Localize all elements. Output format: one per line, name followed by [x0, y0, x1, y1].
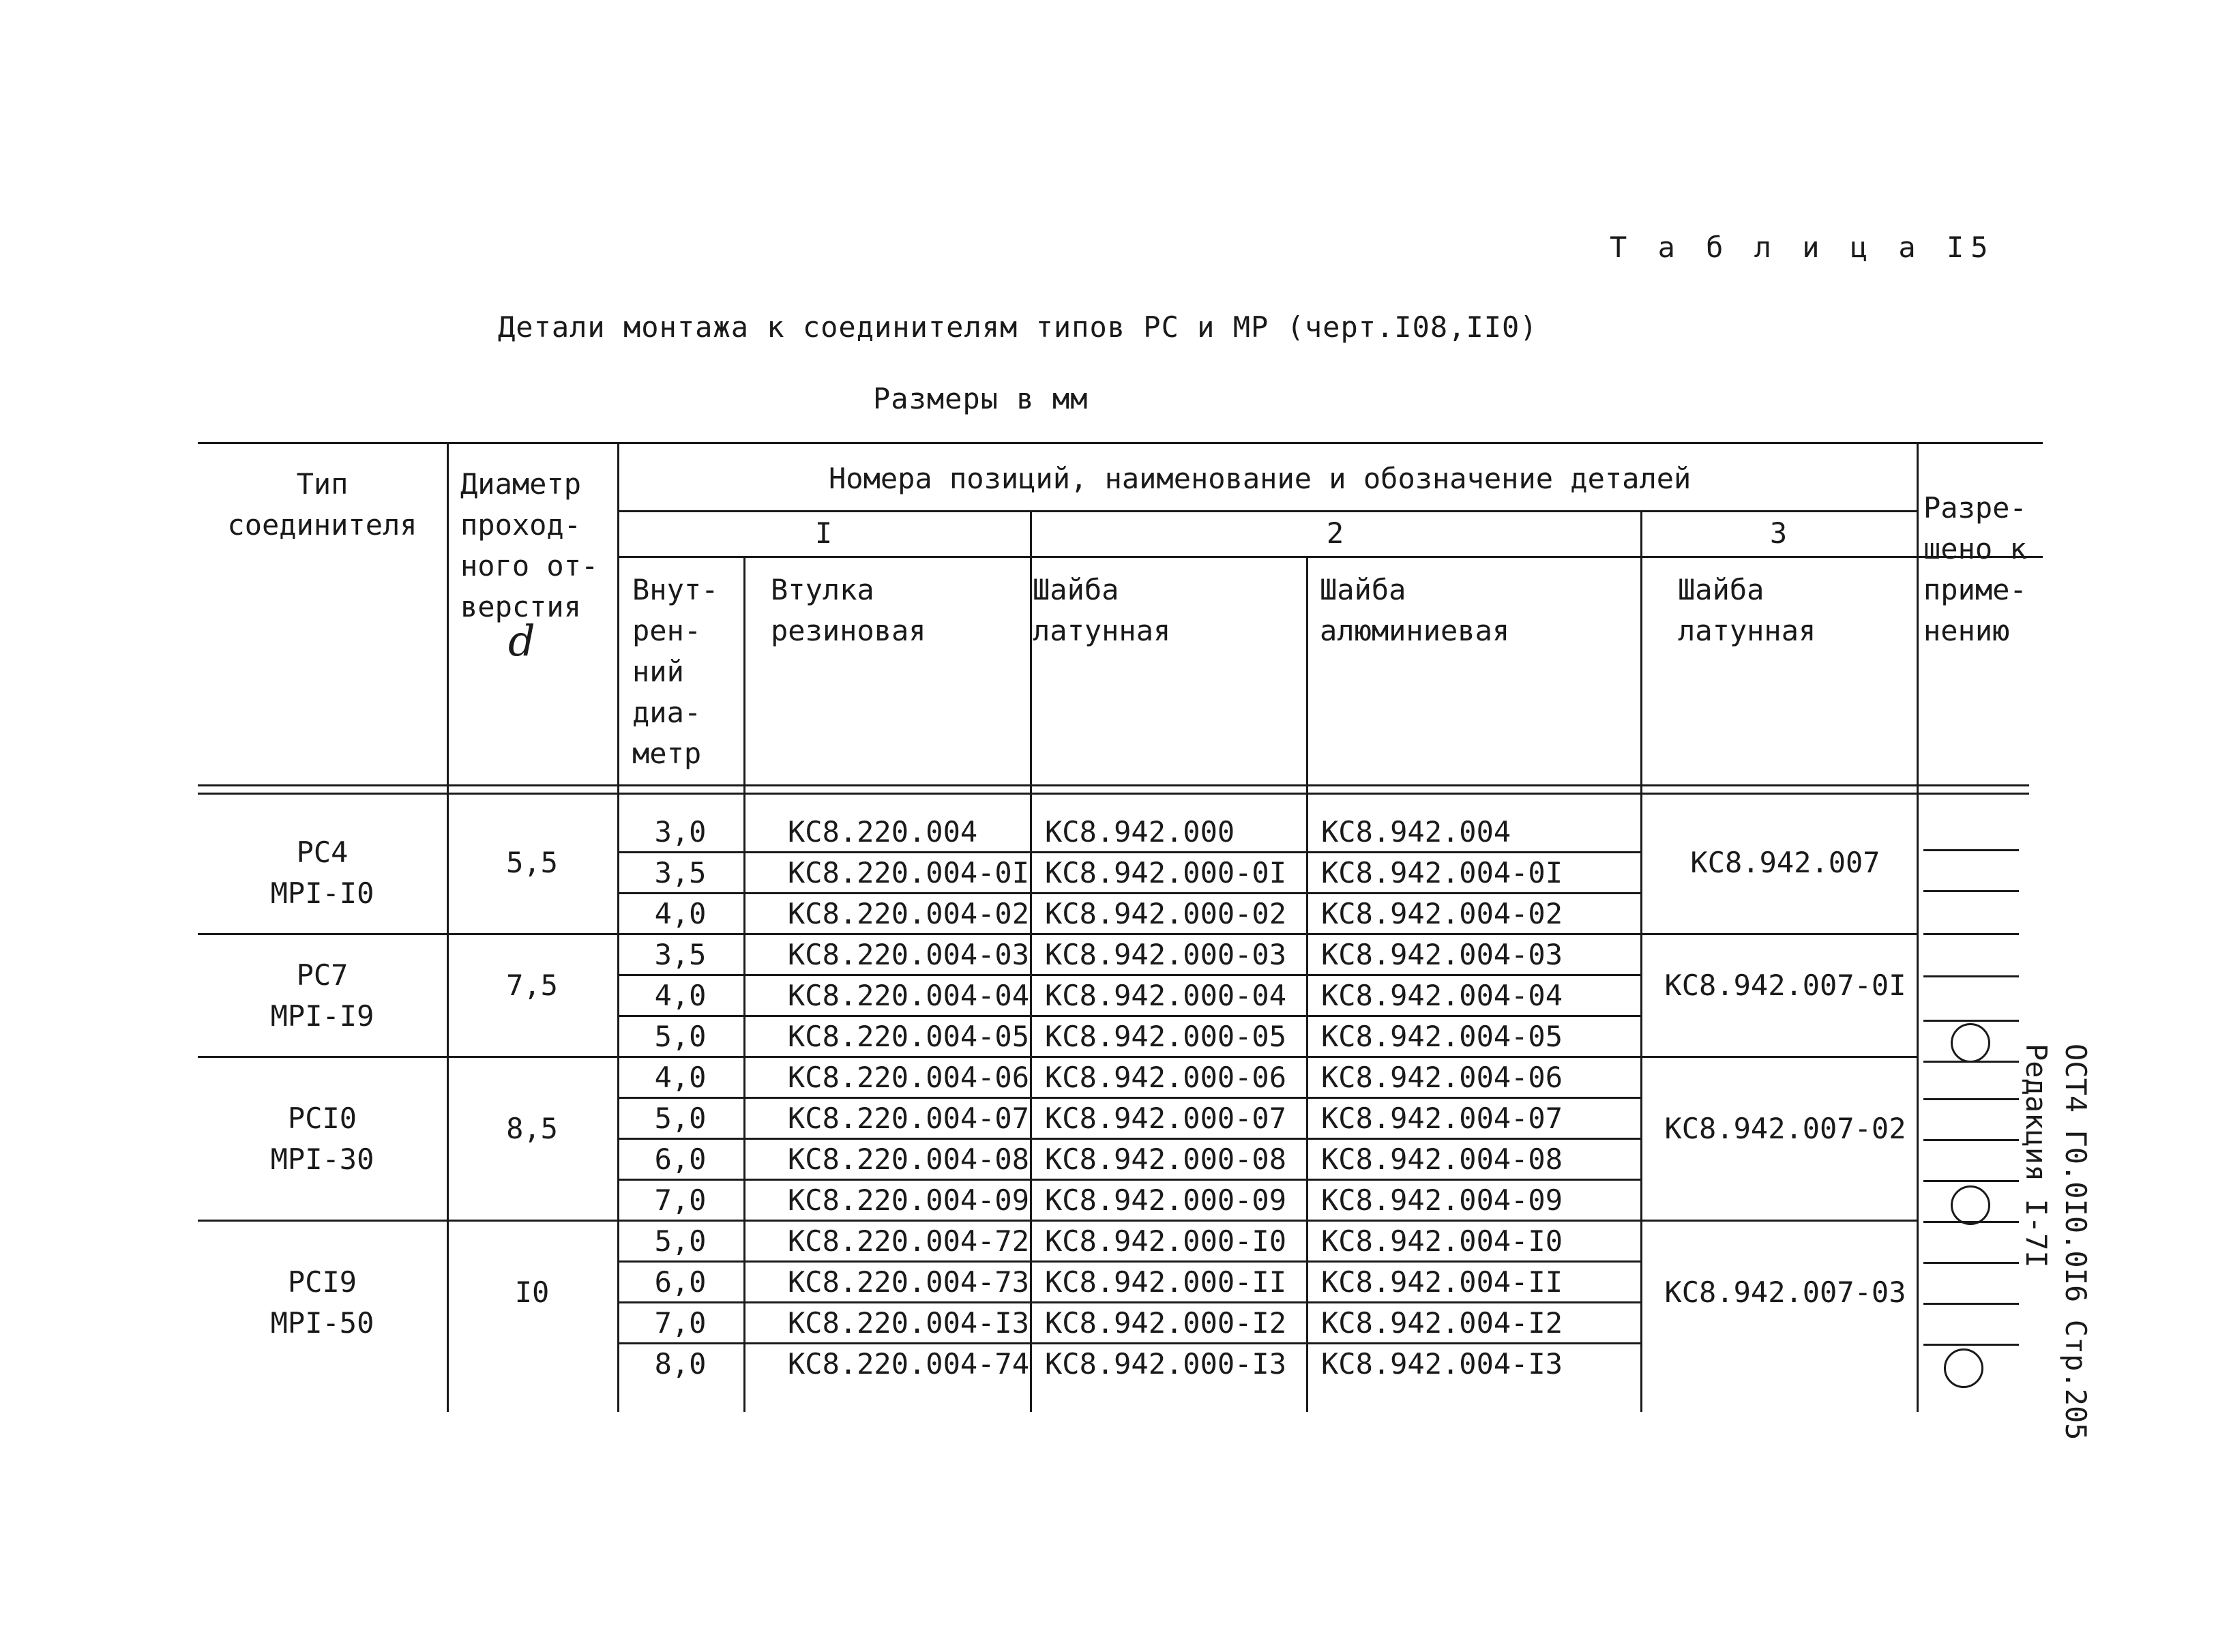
inner-diameter-value: 7,0 [654, 1183, 707, 1217]
washer-brass-3-code: КС8.942.007 [1690, 846, 1880, 879]
allowed-rule [1923, 975, 2019, 977]
diameter-symbol: d [508, 616, 535, 666]
washer-aluminium-code: КС8.942.004-04 [1321, 979, 1563, 1012]
sleeve-code: КС8.220.004-09 [788, 1183, 1030, 1217]
header-inner-diameter: диа- [632, 696, 702, 729]
washer-brass-code: КС8.942.000-05 [1045, 1020, 1287, 1053]
header-washer-brass-3: латунная [1678, 614, 1816, 647]
header-bottom-rule [198, 793, 1917, 795]
position-number-rule [617, 556, 1917, 558]
inner-diameter-value: 4,0 [654, 979, 707, 1012]
washer-aluminium-code: КС8.942.004-03 [1321, 938, 1563, 971]
allowed-rule [1923, 849, 2019, 851]
washer-aluminium-code: КС8.942.004-02 [1321, 897, 1563, 930]
allowed-rule [1923, 933, 2019, 935]
washer-aluminium-code: КС8.942.004-05 [1321, 1020, 1563, 1053]
washer-brass-code: КС8.942.000-02 [1045, 897, 1287, 930]
inner-diameter-value: 3,5 [654, 938, 707, 971]
washer-brass-code: КС8.942.000-I3 [1045, 1347, 1287, 1381]
allowed-rule [1923, 1303, 2019, 1305]
sleeve-code: КС8.220.004-05 [788, 1020, 1030, 1053]
inner-diameter-value: 5,0 [654, 1102, 707, 1135]
sleeve-code: КС8.220.004-74 [788, 1347, 1030, 1381]
group-title-rule [617, 510, 1917, 512]
washer-brass-code: КС8.942.000-I0 [1045, 1224, 1287, 1258]
connector-type: РСI0 [287, 1102, 357, 1135]
column-rule [1030, 510, 1032, 1412]
header-washer-brass-3: Шайба [1678, 573, 1764, 606]
washer-brass-code: КС8.942.000 [1045, 815, 1235, 849]
washer-aluminium-code: КС8.942.004-II [1321, 1265, 1563, 1299]
sleeve-code: КС8.220.004-08 [788, 1142, 1030, 1176]
washer-aluminium-code: КС8.942.004-07 [1321, 1102, 1563, 1135]
allowed-rule [1923, 1180, 2019, 1182]
allowed-mark-icon [1951, 1023, 1990, 1063]
table-label: Т а б л и ц а I5 [1610, 231, 1995, 264]
inner-diameter-value: 5,0 [654, 1020, 707, 1053]
header-diameter: проход- [460, 508, 582, 542]
bore-diameter: 5,5 [506, 846, 558, 879]
column-rule [617, 442, 619, 1412]
allowed-mark-icon [1951, 1185, 1990, 1225]
washer-brass-3-code: КС8.942.007-0I [1664, 969, 1906, 1002]
inner-diameter-value: 7,0 [654, 1306, 707, 1340]
header-diameter: Диаметр [460, 467, 582, 501]
washer-brass-3-code: КС8.942.007-02 [1664, 1112, 1906, 1145]
column-rule [743, 556, 745, 1412]
washer-aluminium-code: КС8.942.004-09 [1321, 1183, 1563, 1217]
sleeve-code: КС8.220.004 [788, 815, 978, 849]
page-title: Детали монтажа к соединителям типов РС и МР (черт.I08,II0) [498, 310, 1538, 344]
inner-diameter-value: 8,0 [654, 1347, 707, 1381]
header-allowed: Разре- [1923, 491, 2027, 525]
header-allowed: приме- [1923, 573, 2027, 606]
header-allowed: шено к [1923, 532, 2027, 565]
sleeve-code: КС8.220.004-I3 [788, 1306, 1030, 1340]
sleeve-code: КС8.220.004-04 [788, 979, 1030, 1012]
header-position-2: 2 [1326, 516, 1344, 550]
allowed-mark-icon [1944, 1348, 1983, 1388]
sleeve-code: КС8.220.004-02 [788, 897, 1030, 930]
sleeve-code: КС8.220.004-72 [788, 1224, 1030, 1258]
column-rule [1640, 510, 1642, 1412]
allowed-rule [1923, 1139, 2019, 1141]
allowed-rule [1923, 1344, 2019, 1346]
header-position-3: 3 [1769, 516, 1788, 550]
side-note-standard: ОСТ4 Г0.0I0.0I6 Стр.205 [2059, 1044, 2093, 1441]
washer-aluminium-code: КС8.942.004-06 [1321, 1061, 1563, 1094]
washer-brass-code: КС8.942.000-07 [1045, 1102, 1287, 1135]
washer-aluminium-code: КС8.942.004 [1321, 815, 1511, 849]
washer-aluminium-code: КС8.942.004-0I [1321, 856, 1563, 889]
inner-diameter-value: 4,0 [654, 1061, 707, 1094]
bore-diameter: 8,5 [506, 1112, 558, 1145]
inner-diameter-value: 5,0 [654, 1224, 707, 1258]
washer-brass-3-code: КС8.942.007-03 [1664, 1275, 1906, 1309]
washer-brass-code: КС8.942.000-I2 [1045, 1306, 1287, 1340]
header-inner-diameter: рен- [632, 614, 702, 647]
washer-aluminium-code: КС8.942.004-I3 [1321, 1347, 1563, 1381]
header-group-title: Номера позиций, наименование и обозначение деталей [829, 462, 1691, 495]
bore-diameter: 7,5 [506, 969, 558, 1002]
allowed-rule [1923, 1020, 2019, 1022]
connector-type: МРI-30 [270, 1142, 374, 1176]
header-inner-diameter: Внут- [632, 573, 719, 606]
header-washer-brass: Шайба [1033, 573, 1119, 606]
washer-aluminium-code: КС8.942.004-I2 [1321, 1306, 1563, 1340]
header-washer-brass: латунная [1033, 614, 1171, 647]
header-type: соединителя [227, 508, 417, 542]
column-rule [447, 442, 449, 1412]
connector-type: РС7 [296, 958, 349, 992]
connector-type: РСI9 [287, 1265, 357, 1299]
header-sleeve: Втулка [771, 573, 874, 606]
table-top-rule [198, 442, 2043, 444]
inner-diameter-value: 4,0 [654, 897, 707, 930]
header-diameter: верстия [460, 590, 582, 623]
inner-diameter-value: 3,0 [654, 815, 707, 849]
washer-brass-code: КС8.942.000-09 [1045, 1183, 1287, 1217]
connector-type: МРI-50 [270, 1306, 374, 1340]
header-type: Тип [296, 467, 349, 501]
header-allowed: нению [1923, 614, 2010, 647]
washer-brass-code: КС8.942.000-04 [1045, 979, 1287, 1012]
washer-aluminium-code: КС8.942.004-I0 [1321, 1224, 1563, 1258]
allowed-rule [1923, 890, 2019, 892]
washer-brass-code: КС8.942.000-03 [1045, 938, 1287, 971]
washer-brass-code: КС8.942.000-08 [1045, 1142, 1287, 1176]
washer-brass-code: КС8.942.000-06 [1045, 1061, 1287, 1094]
connector-type: МРI-I0 [270, 876, 374, 910]
washer-aluminium-code: КС8.942.004-08 [1321, 1142, 1563, 1176]
column-rule [1917, 442, 1919, 1412]
side-note-edition: Редакция I-7I [2020, 1044, 2053, 1268]
header-sleeve: резиновая [771, 614, 926, 647]
header-inner-diameter: метр [632, 737, 702, 770]
header-bottom-rule [1917, 784, 2029, 786]
header-inner-diameter: ний [632, 655, 684, 688]
header-washer-aluminium: Шайба [1320, 573, 1406, 606]
sleeve-code: КС8.220.004-06 [788, 1061, 1030, 1094]
washer-brass-code: КС8.942.000-II [1045, 1265, 1287, 1299]
allowed-rule [1923, 1098, 2019, 1100]
header-position-1: I [814, 516, 833, 550]
sleeve-code: КС8.220.004-03 [788, 938, 1030, 971]
header-washer-aluminium: алюминиевая [1320, 614, 1510, 647]
connector-type: РС4 [296, 836, 349, 869]
sleeve-code: КС8.220.004-07 [788, 1102, 1030, 1135]
washer-brass-code: КС8.942.000-0I [1045, 856, 1287, 889]
header-bottom-rule [1917, 793, 2029, 795]
inner-diameter-value: 6,0 [654, 1142, 707, 1176]
inner-diameter-value: 6,0 [654, 1265, 707, 1299]
units-note: Размеры в мм [873, 382, 1089, 415]
inner-diameter-value: 3,5 [654, 856, 707, 889]
bore-diameter: I0 [514, 1275, 550, 1309]
column-rule [1306, 556, 1308, 1412]
sleeve-code: КС8.220.004-0I [788, 856, 1030, 889]
connector-type: МРI-I9 [270, 999, 374, 1033]
header-bottom-rule [198, 784, 1917, 786]
header-diameter: ного от- [460, 549, 599, 582]
sleeve-code: КС8.220.004-73 [788, 1265, 1030, 1299]
allowed-rule [1923, 1262, 2019, 1264]
